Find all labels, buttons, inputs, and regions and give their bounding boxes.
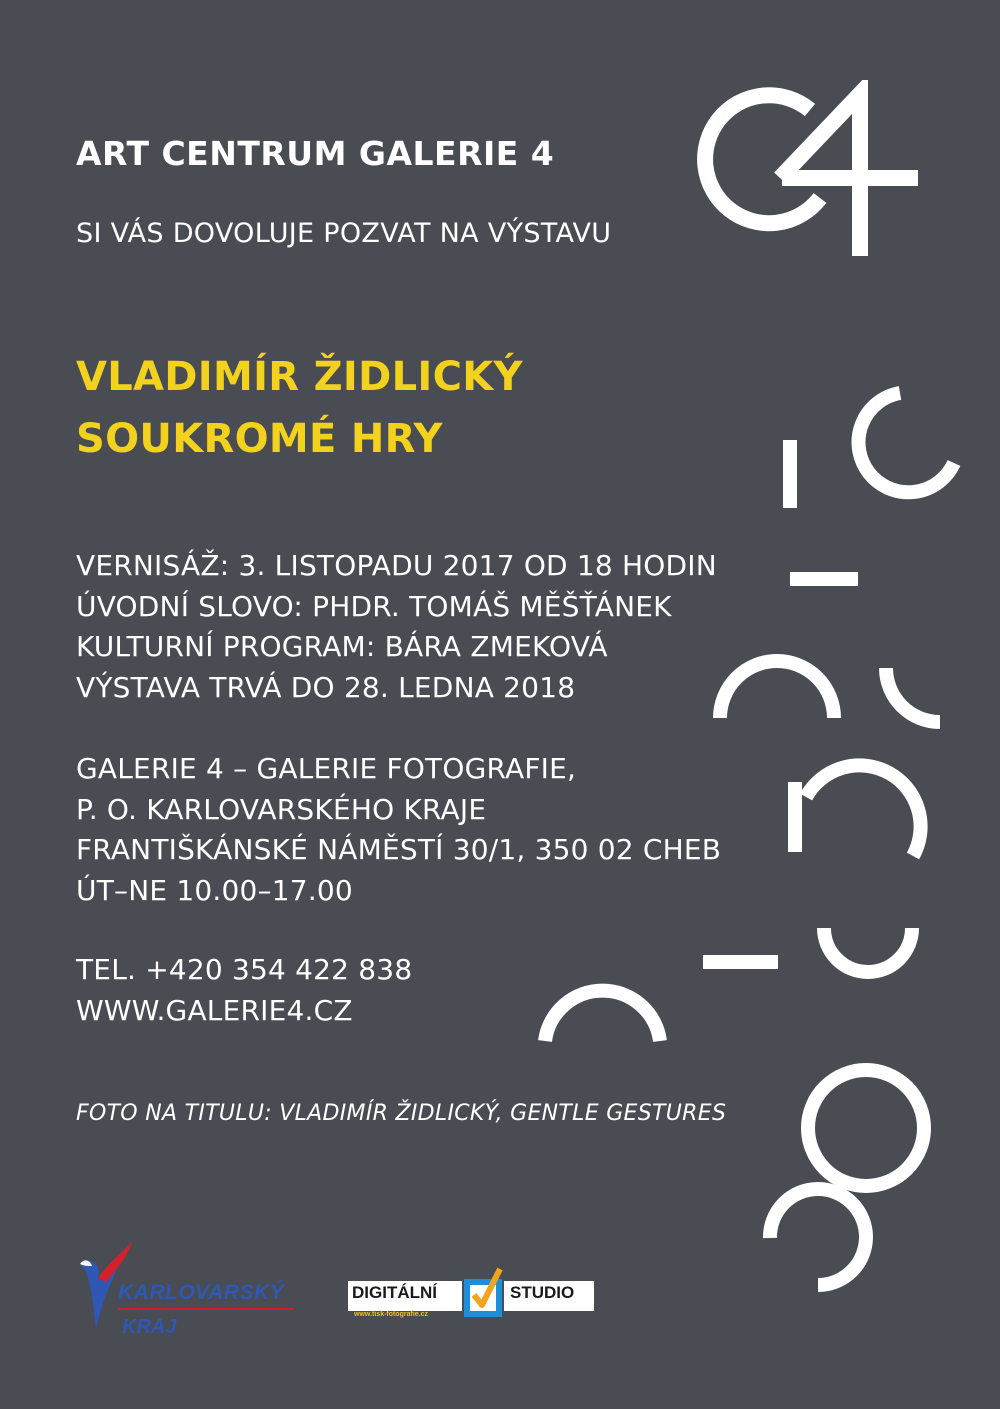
duration-line: VÝSTAVA TRVÁ DO 28. LEDNA 2018 [76, 670, 576, 704]
studio-url: www.tisk-fotografie.cz [354, 1311, 429, 1318]
opening-hours: ÚT–NE 10.00–17.00 [76, 873, 353, 907]
speech-line: ÚVODNÍ SLOVO: PHDR. TOMÁŠ MĚŠŤÁNEK [76, 589, 672, 623]
organization-name: ART CENTRUM GALERIE 4 [76, 134, 555, 173]
studio-logo-left [348, 1281, 462, 1311]
artist-name: VLADIMÍR ŽIDLICKÝ [76, 354, 523, 400]
address-line-3: FRANTIŠKÁNSKÉ NÁMĚSTÍ 30/1, 350 02 CHEB [76, 833, 722, 866]
program-line: KULTURNÍ PROGRAM: BÁRA ZMEKOVÁ [76, 630, 608, 663]
region-logo-divider [118, 1308, 294, 1310]
region-logo-text-2: KRAJ [122, 1316, 177, 1338]
exhibition-title: SOUKROMÉ HRY [76, 416, 443, 462]
address-line-1: GALERIE 4 – GALERIE FOTOGRAFIE, [76, 752, 577, 785]
studio-logo-left-label: DIGITÁLNÍ [352, 1283, 437, 1302]
invitation-line: SI VÁS DOVOLUJE POZVAT NA VÝSTAVU [76, 218, 612, 249]
studio-logo-right-label: STUDIO [510, 1283, 575, 1302]
website: WWW.GALERIE4.CZ [76, 993, 353, 1027]
address-line-2: P. O. KARLOVARSKÉHO KRAJE [76, 792, 487, 826]
opening-line: VERNISÁŽ: 3. LISTOPADU 2017 OD 18 HODIN [76, 549, 717, 582]
phone-number: TEL. +420 354 422 838 [76, 953, 413, 986]
studio-logo [348, 1265, 594, 1319]
studio-logo-right [504, 1281, 594, 1311]
photo-credit: FOTO NA TITULU: VLADIMÍR ŽIDLICKÝ, GENTLE GESTURES [76, 1101, 727, 1126]
checkbox-icon [462, 1265, 504, 1319]
region-logo-text: KARLOVARSKÝ [118, 1281, 285, 1304]
